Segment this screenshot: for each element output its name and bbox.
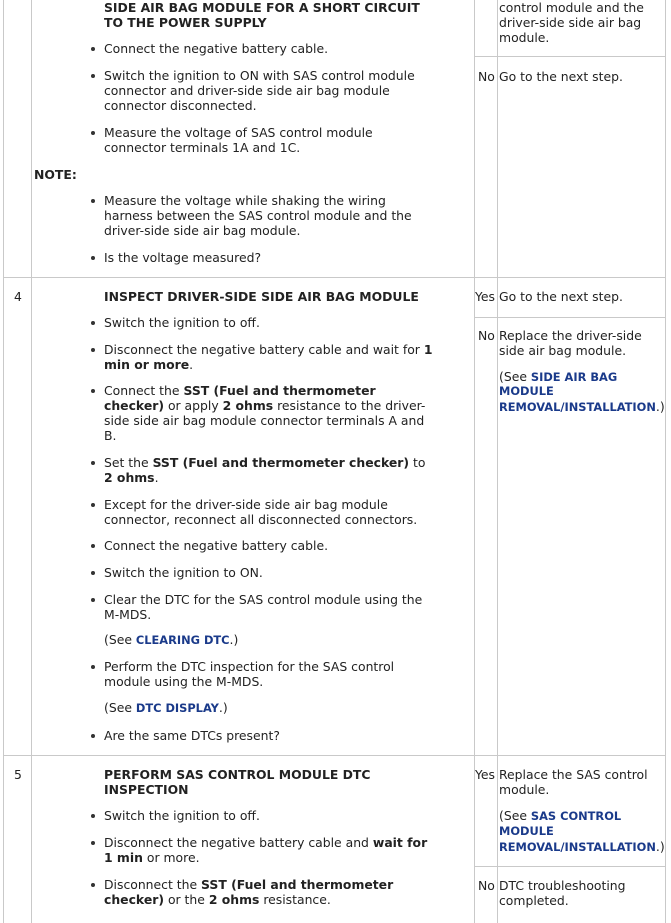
step5-see-ref [499, 808, 621, 824]
step4-bullet-1: Switch the ignition to off. [104, 315, 260, 330]
step5-heading-line1: PERFORM SAS CONTROL MODULE DTC [104, 767, 371, 782]
column-divider-action [474, 0, 475, 923]
step5-yes-result-line2: module. [499, 782, 550, 797]
text: or more. [142, 850, 200, 865]
note-bullet-1-line2: harness between the SAS control module and the [104, 208, 412, 223]
step5-bullet-2-line2 [104, 850, 200, 865]
prev-bullet-3-line2: connector terminals 1A and 1C. [104, 140, 301, 155]
step4-bullet-2-line1 [104, 342, 432, 357]
text-bold: wait for [372, 835, 428, 850]
step5-bullet-1: Switch the ignition to off. [104, 808, 260, 823]
bullet-icon [91, 544, 95, 548]
bullet-icon [91, 841, 95, 845]
prev-yes-result-line2: driver-side side air bag [499, 15, 642, 30]
prev-bullet-1: Connect the negative battery cable. [104, 41, 329, 56]
row-divider-step4 [3, 277, 666, 278]
link-sas-control-module-removal[interactable]: SAS CONTROL [530, 809, 622, 823]
step4-see-ref-end [499, 399, 665, 415]
link-clearing-dtc[interactable]: CLEARING DTC [135, 633, 230, 647]
step4-bullet-3-line2 [104, 398, 425, 413]
see-open: (See [104, 632, 136, 647]
bullet-icon [91, 665, 95, 669]
bullet-icon [91, 131, 95, 135]
link-side-air-bag-module-removal[interactable]: SIDE AIR BAG [530, 370, 618, 384]
step4-bullet-10: Are the same DTCs present? [104, 728, 280, 743]
text: Connect the [104, 383, 184, 398]
bullet-icon [91, 598, 95, 602]
step4-bullet-4-line1 [104, 455, 425, 470]
result-divider-prev [474, 56, 666, 57]
step4-see-dtc-display [104, 700, 228, 716]
step4-no-result-line2: side air bag module. [499, 343, 627, 358]
see-close: .) [655, 839, 665, 854]
step4-yes-result: Go to the next step. [499, 289, 623, 304]
text: . [189, 357, 194, 372]
step4-bullet-8-line1: Clear the DTC for the SAS control module using the [104, 592, 423, 607]
prev-yes-result-line3: module. [499, 30, 550, 45]
text: resistance to the driver- [273, 398, 426, 413]
bullet-icon [91, 461, 95, 465]
link-sas-control-module-removal-line2[interactable]: MODULE [499, 824, 554, 838]
prev-bullet-2-line1: Switch the ignition to ON with SAS control module [104, 68, 415, 83]
result-divider-step5 [474, 866, 666, 867]
link-side-air-bag-module-removal-line3[interactable]: REMOVAL/INSTALLATION [499, 400, 656, 414]
step5-see-ref-end [499, 839, 665, 855]
column-divider-step [31, 0, 32, 923]
see-close: .) [229, 632, 239, 647]
step4-bullet-2-line2 [104, 357, 193, 372]
note-label: NOTE: [34, 167, 77, 182]
step4-bullet-4-line2 [104, 470, 159, 485]
step5-yes-result-line1: Replace the SAS control [499, 767, 648, 782]
step4-bullet-5-line2: connector, reconnect all disconnected connectors. [104, 512, 418, 527]
bullet-icon [91, 734, 95, 738]
see-open: (See [499, 369, 531, 384]
prev-yes-result-line1: control module and the [499, 0, 644, 15]
prev-no-label: No [478, 69, 495, 84]
prev-heading-line1: SIDE AIR BAG MODULE FOR A SHORT CIRCUIT [104, 0, 420, 15]
text: to [409, 455, 426, 470]
step4-yes-label: Yes [475, 289, 496, 304]
text-bold: 2 ohms [208, 892, 260, 907]
step4-see-ref [499, 369, 617, 385]
prev-bullet-2-line3: connector disconnected. [104, 98, 257, 113]
bullet-icon [91, 47, 95, 51]
step5-bullet-3-line2 [104, 892, 331, 907]
step5-heading-line2: INSPECTION [104, 782, 189, 797]
text-bold: checker) [104, 892, 164, 907]
bullet-icon [91, 348, 95, 352]
table-border-right [665, 0, 666, 923]
text: Disconnect the [104, 877, 202, 892]
step5-no-label: No [478, 878, 495, 893]
step4-bullet-5-line1: Except for the driver-side side air bag module [104, 497, 388, 512]
bullet-icon [91, 256, 95, 260]
text: Disconnect the negative battery cable and wait for [104, 342, 420, 357]
see-close: .) [655, 399, 665, 414]
see-close: .) [218, 700, 228, 715]
text-bold: min or more [104, 357, 190, 372]
step4-heading: INSPECT DRIVER-SIDE SIDE AIR BAG MODULE [104, 289, 419, 304]
see-open: (See [104, 700, 136, 715]
note-bullet-1-line3: driver-side side air bag module. [104, 223, 301, 238]
step4-no-label: No [478, 328, 495, 343]
bullet-icon [91, 389, 95, 393]
step4-bullet-9-line1: Perform the DTC inspection for the SAS control [104, 659, 395, 674]
text: . [154, 470, 159, 485]
step4-bullet-3-line4: B. [104, 428, 117, 443]
step4-no-result-line1: Replace the driver-side [499, 328, 642, 343]
step5-no-result-line2: completed. [499, 893, 569, 908]
prev-bullet-3-line1: Measure the voltage of SAS control module [104, 125, 373, 140]
bullet-icon [91, 571, 95, 575]
text-bold: SST (Fuel and thermometer [201, 877, 394, 892]
text-bold: checker) [104, 398, 164, 413]
text-bold: 2 ohms [104, 470, 155, 485]
link-dtc-display[interactable]: DTC DISPLAY [135, 701, 219, 715]
bullet-icon [91, 503, 95, 507]
link-side-air-bag-module-removal-line2[interactable]: MODULE [499, 384, 554, 398]
text-bold: SST (Fuel and thermometer checker) [152, 455, 410, 470]
step-number-4: 4 [14, 289, 22, 304]
text: Disconnect the negative battery cable and [104, 835, 373, 850]
step5-yes-label: Yes [475, 767, 496, 782]
text: or apply [164, 398, 223, 413]
result-divider-step4 [474, 317, 666, 318]
note-bullet-2: Is the voltage measured? [104, 250, 262, 265]
bullet-icon [91, 814, 95, 818]
step4-see-clearing-dtc [104, 632, 238, 648]
bullet-icon [91, 199, 95, 203]
step4-bullet-6: Connect the negative battery cable. [104, 538, 329, 553]
text-bold: SST (Fuel and thermometer [183, 383, 376, 398]
step4-bullet-7: Switch the ignition to ON. [104, 565, 263, 580]
table-border-left [3, 0, 4, 923]
prev-bullet-2-line2: connector and driver-side side air bag module [104, 83, 390, 98]
prev-heading-line2: TO THE POWER SUPPLY [104, 15, 267, 30]
bullet-icon [91, 74, 95, 78]
step4-bullet-3-line3: side side air bag module connector terminals A and [104, 413, 425, 428]
step4-bullet-9-line2: module using the M-MDS. [104, 674, 264, 689]
note-bullet-1-line1: Measure the voltage while shaking the wiring [104, 193, 386, 208]
bullet-icon [91, 883, 95, 887]
text-bold: 2 ohms [222, 398, 274, 413]
column-divider-result [497, 0, 498, 923]
step5-bullet-2-line1 [104, 835, 427, 850]
prev-no-result: Go to the next step. [499, 69, 623, 84]
text: Set the [104, 455, 153, 470]
row-divider-step5 [3, 755, 666, 756]
text: or the [164, 892, 209, 907]
link-sas-control-module-removal-line3[interactable]: REMOVAL/INSTALLATION [499, 840, 656, 854]
step5-bullet-3-line1 [104, 877, 393, 892]
bullet-icon [91, 321, 95, 325]
step-number-5: 5 [14, 767, 22, 782]
text-bold: 1 [423, 342, 433, 357]
see-open: (See [499, 808, 531, 823]
step5-no-result-line1: DTC troubleshooting [499, 878, 626, 893]
text-bold: 1 min [104, 850, 143, 865]
text: resistance. [259, 892, 331, 907]
step4-bullet-8-line2: M-MDS. [104, 607, 152, 622]
step4-bullet-3-line1 [104, 383, 376, 398]
